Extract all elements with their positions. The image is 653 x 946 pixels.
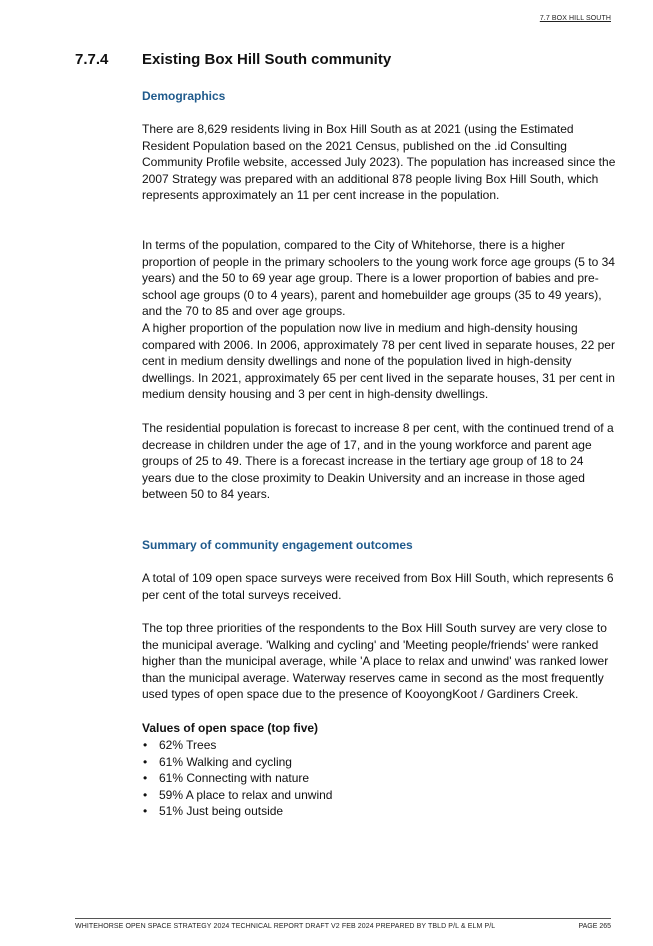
bullet-icon: •	[143, 771, 148, 786]
footer-divider	[75, 918, 611, 919]
section-number: 7.7.4	[75, 51, 109, 68]
demographics-heading: Demographics	[142, 89, 226, 103]
engagement-heading-wrap	[142, 537, 616, 553]
demographics-paragraph-4	[142, 420, 616, 503]
engagement-paragraph-2	[142, 620, 616, 703]
values-list	[142, 737, 616, 820]
bullet-icon: •	[143, 738, 148, 752]
demographics-paragraph-3	[142, 320, 616, 403]
paragraph: There are 8,629 residents living in Box Hill South as at 2021 (using the Estimated Resident Population based on the 2021 Census, published on the .id Consulting Community Profile website, accessed July 2023). The population has increased since the 2007 Strategy was prepared with an additional 878 people living Box Hill South, which represents approximately an 11 per cent increase in the population.	[142, 122, 616, 203]
paragraph: The top three priorities of the respondents to the Box Hill South survey are very close to the municipal average. 'Walking and cycling' and 'Meeting people/friends' were ranked higher than the municipal average, while 'A place to relax and unwind' was ranked lower than the municipal average. Waterway reserves came in second as the most frequently used types of open space due to the presence of KooyongKoot / Gardiners Creek.	[142, 621, 609, 702]
values-heading: Values of open space (top five)	[142, 721, 319, 735]
values-block	[142, 720, 616, 820]
footer-document-info: WHITEHORSE OPEN SPACE STRATEGY 2024 TECHNICAL REPORT DRAFT V2 FEB 2024 PREPARED BY TBLD P/L & ELM P/L	[75, 923, 496, 930]
paragraph: A total of 109 open space surveys were received from Box Hill South, which represents 6 per cent of the total surveys received.	[142, 571, 614, 602]
paragraph: The residential population is forecast to increase 8 per cent, with the continued trend of a decrease in children under the age of 17, and in the young workforce and parent age groups of 25 to 49. There is a forecast increase in the tertiary age group of 18 to 24 years due to the close proximity to Deakin University and an increase in those aged between 50 to 84 years.	[142, 421, 614, 502]
demographics-paragraph-2	[142, 237, 616, 320]
paragraph: A higher proportion of the population now live in medium and high-density housing compared with 2006. In 2006, approximately 78 per cent lived in separate houses, 22 per cent in medium density dwellings and none of the population lived in high-density dwellings. In 2021, approximately 65 per cent lived in the separate houses, 31 per cent in medium density housing and 3 per cent in high-density dwellings.	[142, 321, 615, 402]
header-section-ref: 7.7 BOX HILL SOUTH	[539, 15, 611, 22]
engagement-paragraph-1	[142, 570, 616, 603]
bullet-icon: •	[143, 787, 148, 802]
engagement-heading: Summary of community engagement outcomes	[142, 538, 413, 552]
section-title: Existing Box Hill South community	[142, 51, 392, 68]
demographics-paragraph-1	[142, 121, 616, 204]
list-item: • 51% Just being outside	[143, 804, 284, 819]
bullet-icon: •	[143, 754, 148, 769]
demographics-heading-wrap	[142, 88, 616, 104]
list-item: • 62% Trees	[143, 738, 217, 752]
list-item: • 61% Connecting with nature	[143, 771, 310, 786]
bullet-icon: •	[143, 804, 148, 819]
page-number: PAGE 265	[578, 923, 611, 930]
paragraph: In terms of the population, compared to the City of Whitehorse, there is a higher proportion of people in the primary schoolers to the young work force age groups (5 to 34 years) and the 50 to 69 year age group. There is a lower proportion of babies and pre-school age groups (0 to 4 years), parent and homebuilder age groups (35 to 49 years), and the 70 to 85 and over age groups.	[142, 238, 615, 319]
list-item: • 61% Walking and cycling	[143, 754, 292, 769]
list-item: • 59% A place to relax and unwind	[143, 787, 333, 802]
